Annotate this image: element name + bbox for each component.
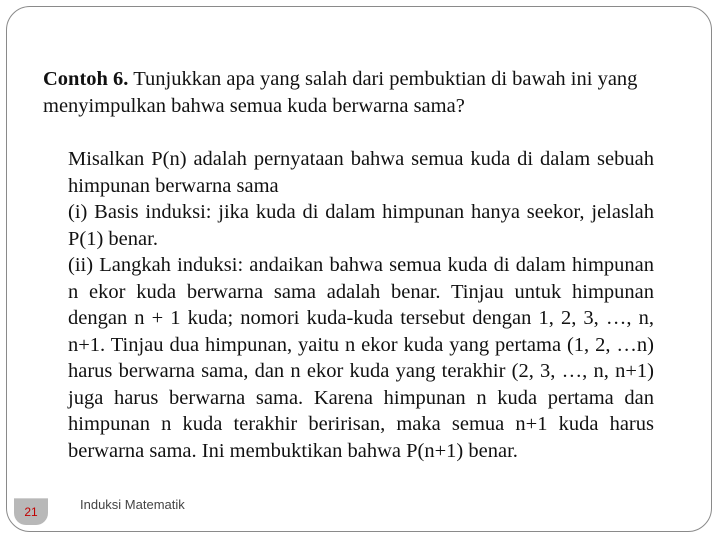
- title-text: Tunjukkan apa yang salah dari pembuktian di bawah ini yang menyimpulkan bahwa semua kuda berwarna sama?: [43, 68, 638, 117]
- title-bold: Contoh 6.: [43, 68, 129, 90]
- paragraph-basis: (i) Basis induksi: jika kuda di dalam himpunan hanya seekor, jelaslah P(1) benar.: [68, 201, 654, 250]
- footer-text: Induksi Matematik: [80, 497, 185, 512]
- slide-body: [68, 146, 654, 464]
- paragraph-induction-step: (ii) Langkah induksi: andaikan bahwa semua kuda di dalam himpunan n ekor kuda berwarna sama adalah benar. Tinjau untuk himpunan dengan n + 1 kuda; nomori kuda-kuda tersebut dengan 1, 2, 3, …, n, n+1. Tinjau dua himpunan, yaitu n ekor kuda yang pertama (1, 2, …n) harus berwarna sama, dan n ekor kuda yang terakhir (2, 3, …, n, n+1) juga harus berwarna sama. Karena himpunan n kuda pertama dan himpunan n kuda terakhir beririsan, maka semua n+1 kuda harus berwarna sama. Ini membuktikan bahwa P(n+1) benar.: [68, 254, 654, 462]
- slide-title: [43, 66, 663, 120]
- paragraph-definition: Misalkan P(n) adalah pernyataan bahwa semua kuda di dalam sebuah himpunan berwarna sama: [68, 148, 654, 197]
- slide-number: 21: [14, 498, 48, 525]
